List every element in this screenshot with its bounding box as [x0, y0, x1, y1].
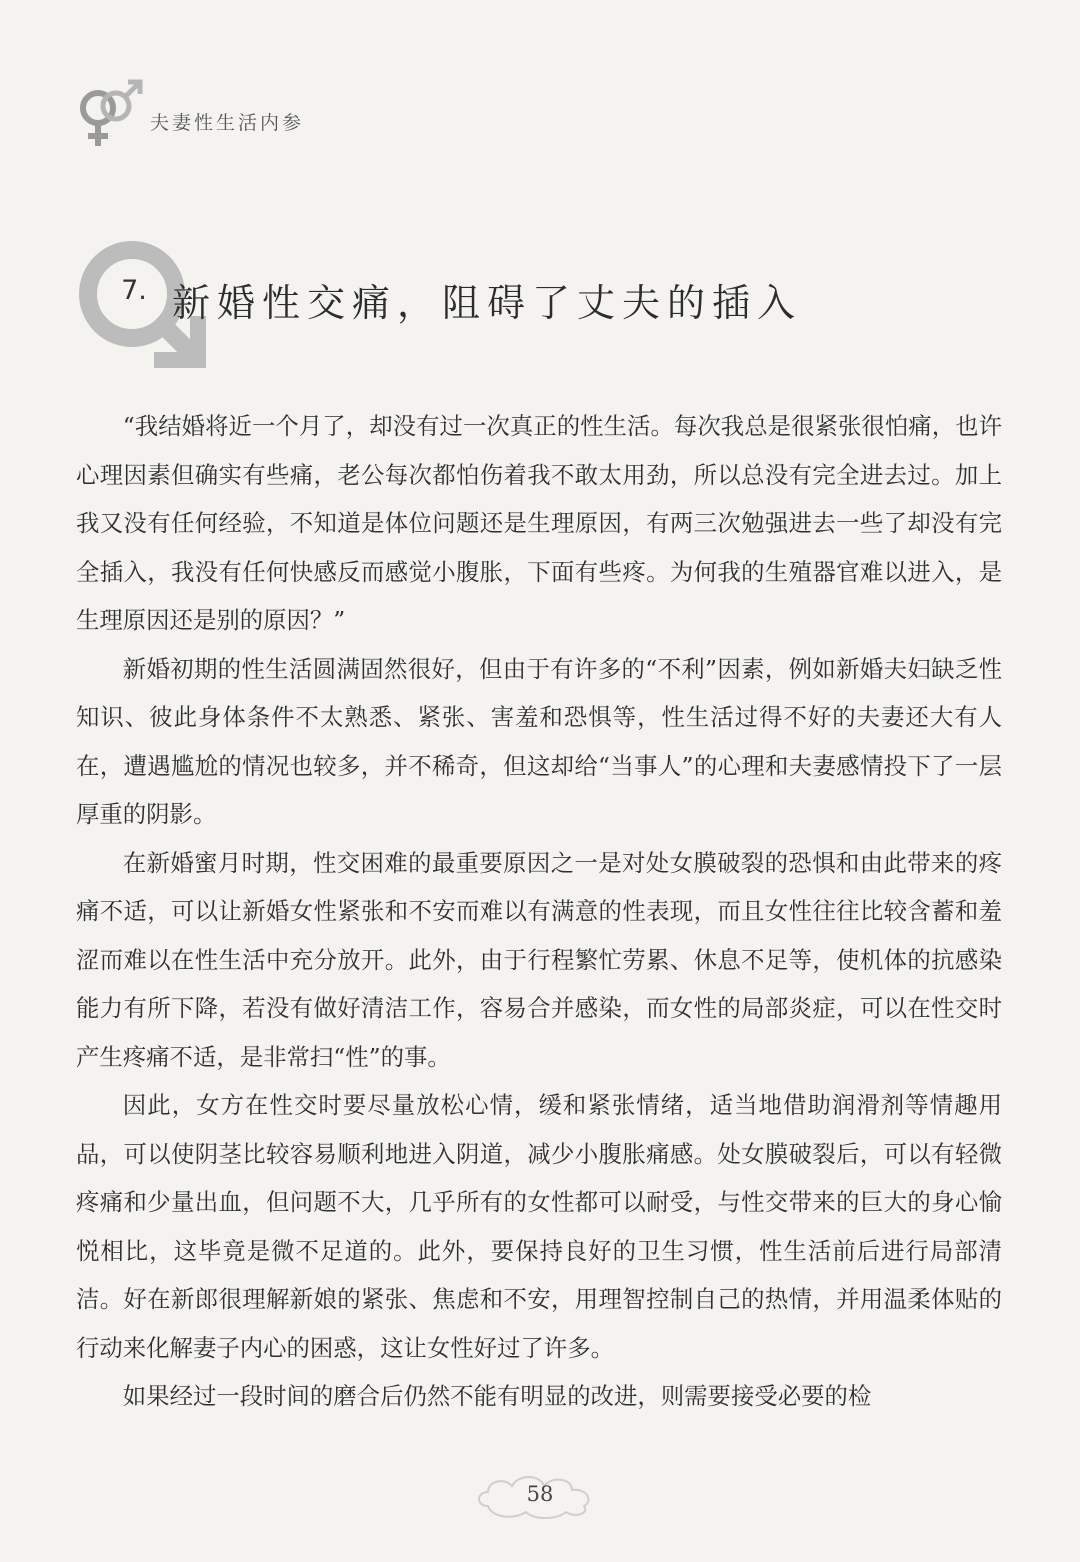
paragraph: 新婚初期的性生活圆满固然很好，但由于有许多的“不利”因素，例如新婚夫妇缺乏性知识、彼此身体条件不太熟悉、紧张、害羞和恐惧等，性生活过得不好的夫妻还大有人在，遭遇尴尬的情况也较多，并不稀奇，但这却给“当事人”的心理和夫妻感情投下了一层厚重的阴影。 [76, 654, 1002, 828]
gender-symbols-icon [74, 74, 154, 154]
paragraph: 如果经过一段时间的磨合后仍然不能有明显的改进，则需要接受必要的检 [122, 1382, 872, 1410]
paragraph: 因此，女方在性交时要尽量放松心情，缓和紧张情绪，适当地借助润滑剂等情趣用品，可以使阴茎比较容易顺利地进入阴道，减少小腹胀痛感。处女膜破裂后，可以有轻微疼痛和少量出血，但问题不大，几乎所有的女性都可以耐受，与性交带来的巨大的身心愉悦相比，这毕竟是微不足道的。此外，要保持良好的卫生习惯，性生活前后进行局部清洁。好在新郎很理解新娘的紧张、焦虑和不安，用理智控制自己的热情，并用温柔体贴的行动来化解妻子内心的困惑，这让女性好过了许多。 [76, 1091, 1002, 1362]
paragraph: “我结婚将近一个月了，却没有过一次真正的性生活。每次我总是很紧张很怕痛，也许心理因素但确实有些痛，老公每次都怕伤着我不敢太用劲，所以总没有完全进去过。加上我又没有任何经验，不知道是体位问题还是生理原因，有两三次勉强进去一些了却没有完全插入，我没有任何快感反而感觉小腹胀，下面有些疼。为何我的生殖器官难以进入，是生理原因还是别的原因？” [76, 412, 1002, 634]
page-footer [470, 1466, 610, 1522]
paragraph: 在新婚蜜月时期，性交困难的最重要原因之一是对处女膜破裂的恐惧和由此带来的疼痛不适，可以让新婚女性紧张和不安而难以有满意的性表现，而且女性往往比较含蓄和羞涩而难以在性生活中充分放开。此外，由于行程繁忙劳累、休息不足等，使机体的抗感染能力有所下降，若没有做好清洁工作，容易合并感染，而女性的局部炎症，可以在性交时产生疼痛不适，是非常扫“性”的事。 [76, 848, 1002, 1071]
chapter-title: 新婚性交痛，阻碍了丈夫的插入 [172, 281, 803, 325]
running-header-title: 夫妻性生活内参 [150, 112, 305, 134]
body-text [76, 402, 1002, 1421]
running-header [74, 74, 394, 154]
chapter-heading [70, 232, 970, 372]
chapter-number: 7. [121, 275, 147, 306]
page-number: 58 [526, 1482, 554, 1506]
